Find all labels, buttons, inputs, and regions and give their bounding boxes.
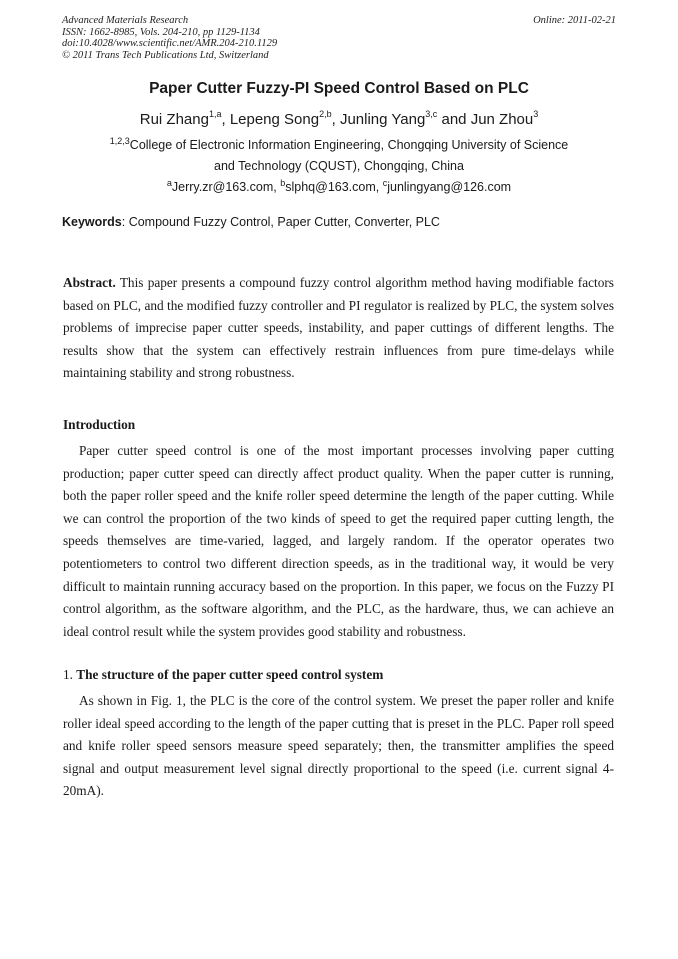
section-1-paragraph: As shown in Fig. 1, the PLC is the core of the control system. We preset the paper roller and knife roller ideal speed according to the length of the paper cutting that is preset in the PLC. Paper roll speed and knife roller speed sensors measure speed separately; then, the transmitter amplifies the speed signal and output measurement level signal directly proportional to the speed (i.e. current signal 4-20mA).	[63, 693, 614, 799]
online-date: Online: 2011-02-21	[533, 15, 616, 26]
abstract-text: This paper presents a compound fuzzy control algorithm method having modifiable factors based on PLC, and the modified fuzzy controller and PI regulator is realized by PLC, the system solves problems of imprecise paper cutter speeds, instability, and paper cuttings of different lengths. The results show that the system can effectively restrain influences from pure time-delays while maintaining stability and strong robustness.	[63, 275, 614, 381]
author-separator: ,	[331, 111, 340, 128]
introduction-paragraph: Paper cutter speed control is one of the most important processes involving paper cutting production; paper cutter speed can directly affect product quality. When the paper cutter is running, both the paper roller speed and the knife roller speed determine the length of the paper cutting. While we can control the proportion of the two kinds of speed to get the required paper cutting length, the speeds themselves are time-varied, lagged, and largely random. If the operator operates two potentiometers to control two different direction speeds, as in the traditional way, it would be very difficult to maintain running accuracy based on the proportion. In this paper, we focus on the Fuzzy PI control algorithm, as the software algorithm, and the PLC, as the hardware, thus, we can achieve an ideal control result while the system provides good stability and robustness.	[63, 443, 614, 639]
keywords-label: Keywords	[62, 215, 122, 229]
author-affil-mark: 3,c	[425, 109, 438, 119]
affiliation-text: College of Electronic Information Engineering, Chongqing University of Science	[129, 138, 569, 152]
abstract-paragraph	[63, 272, 614, 385]
author-separator: ,	[221, 111, 230, 128]
author-affil-mark: 2,b	[319, 109, 332, 119]
section-number: 1.	[63, 667, 77, 682]
email-mark: c	[382, 178, 388, 188]
author-emails	[0, 180, 678, 194]
author-name: Rui Zhang	[139, 111, 209, 128]
author-affil-mark: 1,a	[208, 109, 222, 119]
email-link[interactable]: Jerry.zr@163.com,	[171, 180, 281, 194]
author-name: Jun Zhou	[470, 111, 534, 128]
email-link[interactable]: slphq@163.com,	[285, 180, 383, 194]
journal-header	[62, 15, 616, 61]
affiliation-mark: 1,2,3	[109, 136, 130, 146]
email-mark: b	[280, 178, 286, 188]
affiliation-line-2: and Technology (CQUST), Chongqing, China	[214, 159, 464, 173]
section-title: The structure of the paper cutter speed control system	[76, 667, 384, 682]
copyright-line: © 2011 Trans Tech Publications Ltd, Switzerland	[62, 49, 269, 61]
author-list	[0, 111, 678, 128]
author-name: Junling Yang	[339, 111, 426, 128]
introduction-heading: Introduction	[63, 417, 136, 432]
email-link[interactable]: junlingyang@126.com	[387, 180, 512, 194]
keywords-line	[62, 215, 440, 229]
abstract-label: Abstract.	[63, 275, 116, 290]
issn-line: ISSN: 1662-8985, Vols. 204-210, pp 1129-1134	[62, 26, 260, 38]
journal-name: Advanced Materials Research	[62, 15, 189, 26]
author-separator: and	[437, 111, 471, 128]
affiliation-line-1	[0, 138, 678, 152]
email-mark: a	[166, 178, 172, 188]
section-1-heading	[63, 667, 383, 683]
author-affil-mark: 3	[533, 109, 539, 119]
keywords-text: : Compound Fuzzy Control, Paper Cutter, Converter, PLC	[121, 215, 440, 229]
doi-line: doi:10.4028/www.scientific.net/AMR.204-210.1129	[62, 38, 278, 49]
paper-title: Paper Cutter Fuzzy-PI Speed Control Based on PLC	[149, 80, 529, 97]
author-name: Lepeng Song	[229, 111, 320, 128]
